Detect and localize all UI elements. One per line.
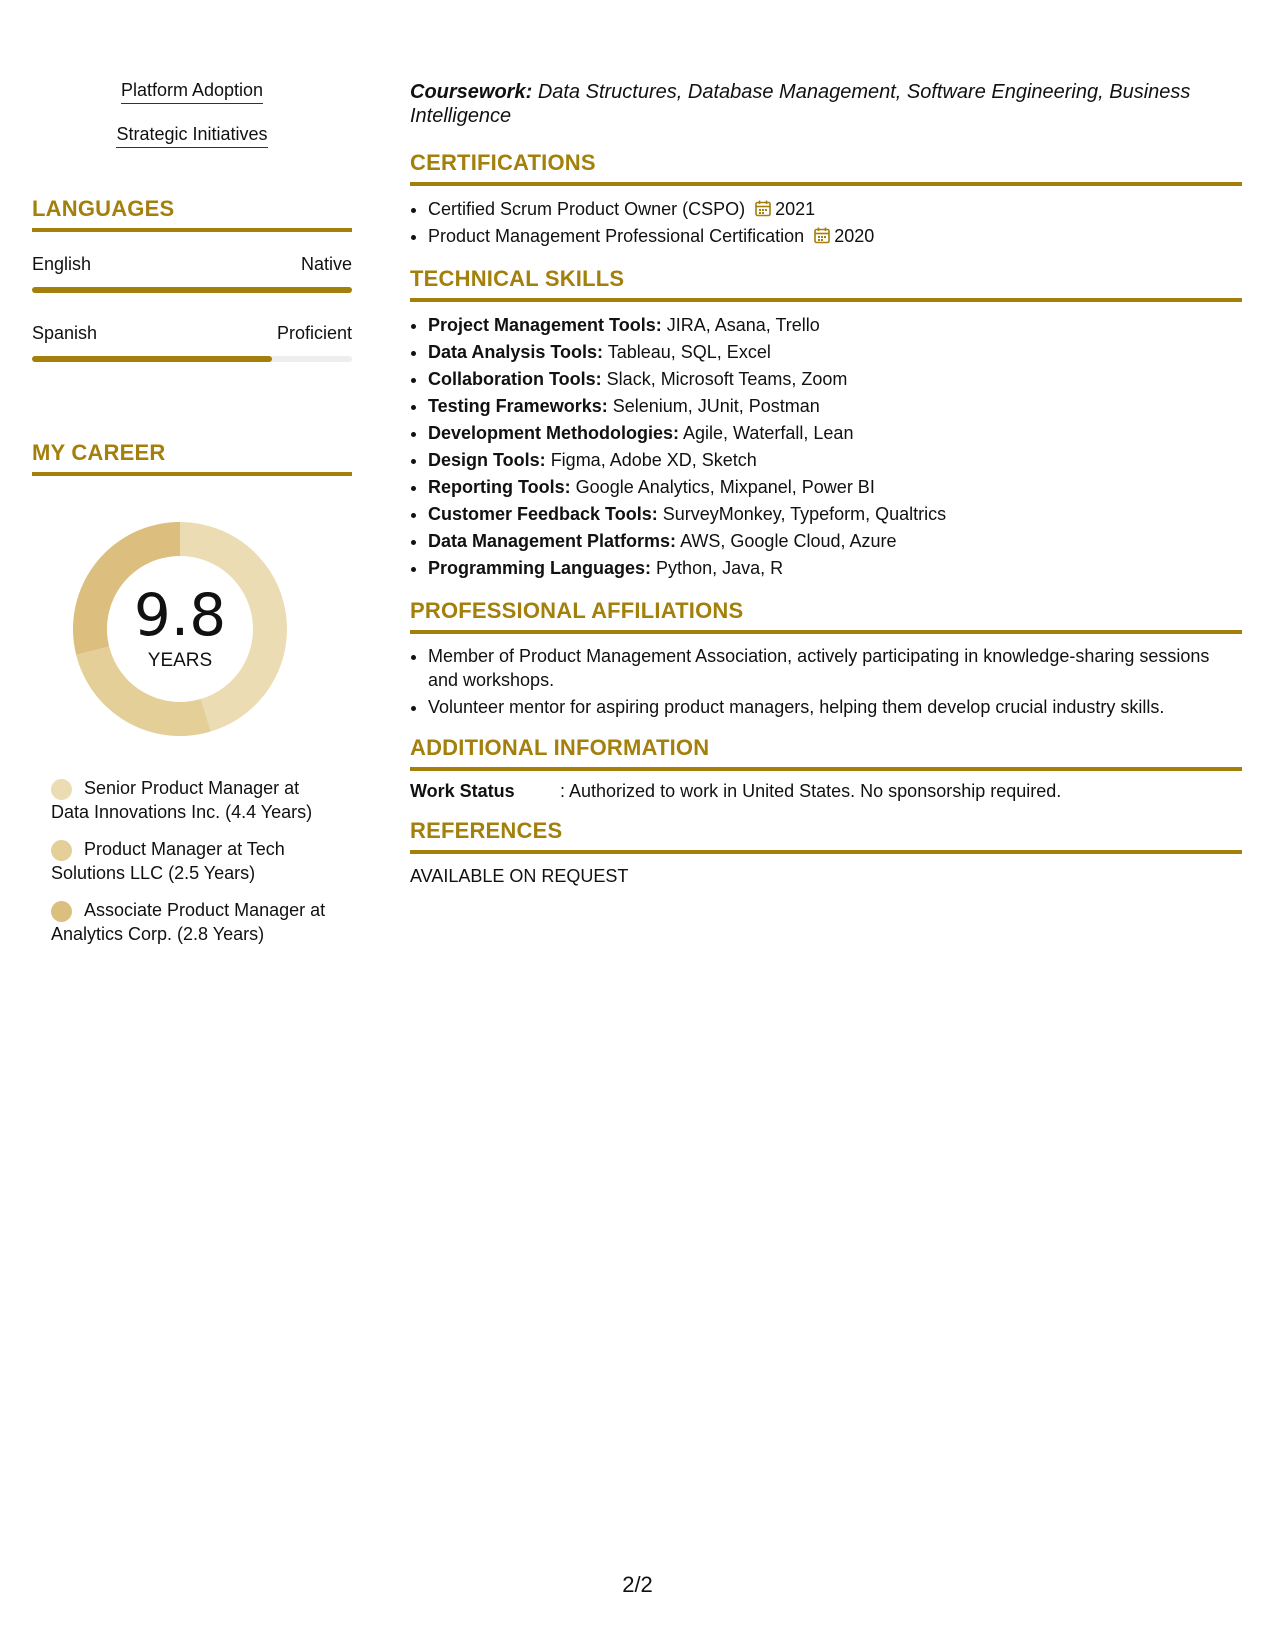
skill-value: Slack, Microsoft Teams, Zoom [606,369,848,389]
language-level: Proficient [276,323,352,343]
skill-label: Design Tools: [428,450,546,470]
career-role-label: Product Manager at Tech Solutions LLC (2.5 Years) [51,839,285,883]
language-proficiency-bar [32,356,352,362]
section-divider [410,298,1242,302]
certifications-title: CERTIFICATIONS [410,150,596,175]
right-column [410,80,1242,887]
skill-item [428,528,1242,555]
section-divider [32,228,352,232]
section-divider [32,472,352,476]
skill-item [428,501,1242,528]
tag-strategic-initiatives: Strategic Initiatives [116,124,267,148]
skill-label: Customer Feedback Tools: [428,504,658,524]
language-proficiency-fill [32,356,272,362]
skill-label: Project Management Tools: [428,315,662,335]
skill-value: SurveyMonkey, Typeform, Qualtrics [662,504,947,524]
language-proficiency-bar [32,287,352,293]
skill-value: Agile, Waterfall, Lean [683,423,854,443]
references-title: REFERENCES [410,818,563,843]
career-legend-item [51,776,331,824]
career-role-label: Associate Product Manager at Analytics Corp. (2.8 Years) [51,900,326,944]
calendar-icon [814,227,830,244]
certifications-section [410,150,1242,250]
section-divider [410,182,1242,186]
additional-info-title: ADDITIONAL INFORMATION [410,735,710,760]
certification-name: Product Management Professional Certification [428,226,805,246]
skill-value: Tableau, SQL, Excel [607,342,771,362]
technical-skills-title: TECHNICAL SKILLS [410,266,625,291]
left-column [32,80,352,959]
legend-swatch [51,840,72,861]
skill-label: Development Methodologies: [428,423,680,443]
skill-item [428,393,1242,420]
skill-item [428,312,1242,339]
certification-item [428,223,1242,250]
career-legend-item [51,837,331,885]
tag-list [32,80,352,148]
career-total-unit: YEARS [147,650,213,671]
skill-label: Testing Frameworks: [428,396,608,416]
career-section [32,440,352,946]
skill-item [428,420,1242,447]
skill-label: Data Management Platforms: [428,531,677,551]
coursework [410,80,1242,128]
technical-skills-section [410,266,1242,582]
language-level: Native [300,254,352,274]
skill-value: Figma, Adobe XD, Sketch [550,450,757,470]
page-number: 2/2 [622,1572,653,1597]
work-status-row [410,781,1242,802]
language-item [32,254,352,293]
section-divider [410,850,1242,854]
certification-name: Certified Scrum Product Owner (CSPO) [428,199,746,219]
skill-item [428,339,1242,366]
calendar-icon [755,200,771,217]
certification-year: 2021 [775,199,816,219]
language-name: Spanish [32,323,98,343]
certification-year: 2020 [834,226,875,246]
skill-label: Programming Languages: [428,558,652,578]
work-status-label: Work Status [410,781,515,801]
skill-value: Python, Java, R [656,558,784,578]
languages-title: LANGUAGES [32,196,175,221]
skill-value: AWS, Google Cloud, Azure [680,531,897,551]
skill-item [428,474,1242,501]
career-role-label: Senior Product Manager at Data Innovations Inc. (4.4 Years) [51,778,313,822]
section-divider [410,630,1242,634]
references-text: AVAILABLE ON REQUEST [410,866,629,886]
affiliations-list [410,644,1242,719]
skill-value: Google Analytics, Mixpanel, Power BI [575,477,875,497]
career-total-years: 9.8 [133,581,227,649]
certification-item [428,196,1242,223]
languages-section [32,196,352,362]
skill-label: Reporting Tools: [428,477,571,497]
language-name: English [32,254,92,274]
technical-skills-list [410,312,1242,582]
affiliation-item: • Volunteer mentor for aspiring product managers, helping them develop crucial industry skills. [428,695,1242,719]
career-title: MY CAREER [32,440,166,465]
career-legend [51,776,331,946]
certifications-list [410,196,1242,250]
skill-item [428,366,1242,393]
skill-item [428,555,1242,582]
skill-item [428,447,1242,474]
affiliation-item: • Member of Product Management Association, actively participating in knowledge-sharing sessions and workshops. [428,644,1242,692]
career-donut-chart [65,514,295,744]
tag-platform-adoption: Platform Adoption [121,80,263,104]
legend-swatch [51,901,72,922]
language-item [32,323,352,362]
skill-label: Collaboration Tools: [428,369,602,389]
skill-value: Selenium, JUnit, Postman [612,396,820,416]
legend-swatch [51,779,72,800]
section-divider [410,767,1242,771]
coursework-text: Data Structures, Database Management, Software Engineering, Business Intelligence [410,81,1191,127]
work-status-value: : Authorized to work in United States. No sponsorship required. [560,781,1062,801]
skill-value: JIRA, Asana, Trello [666,315,820,335]
affiliations-title: PROFESSIONAL AFFILIATIONS [410,598,744,623]
references-section [410,818,1242,887]
skill-label: Data Analysis Tools: [428,342,604,362]
additional-info-section [410,735,1242,802]
career-legend-item [51,898,331,946]
affiliations-section [410,598,1242,719]
coursework-label: Coursework: [410,81,533,103]
language-proficiency-fill [32,287,352,293]
